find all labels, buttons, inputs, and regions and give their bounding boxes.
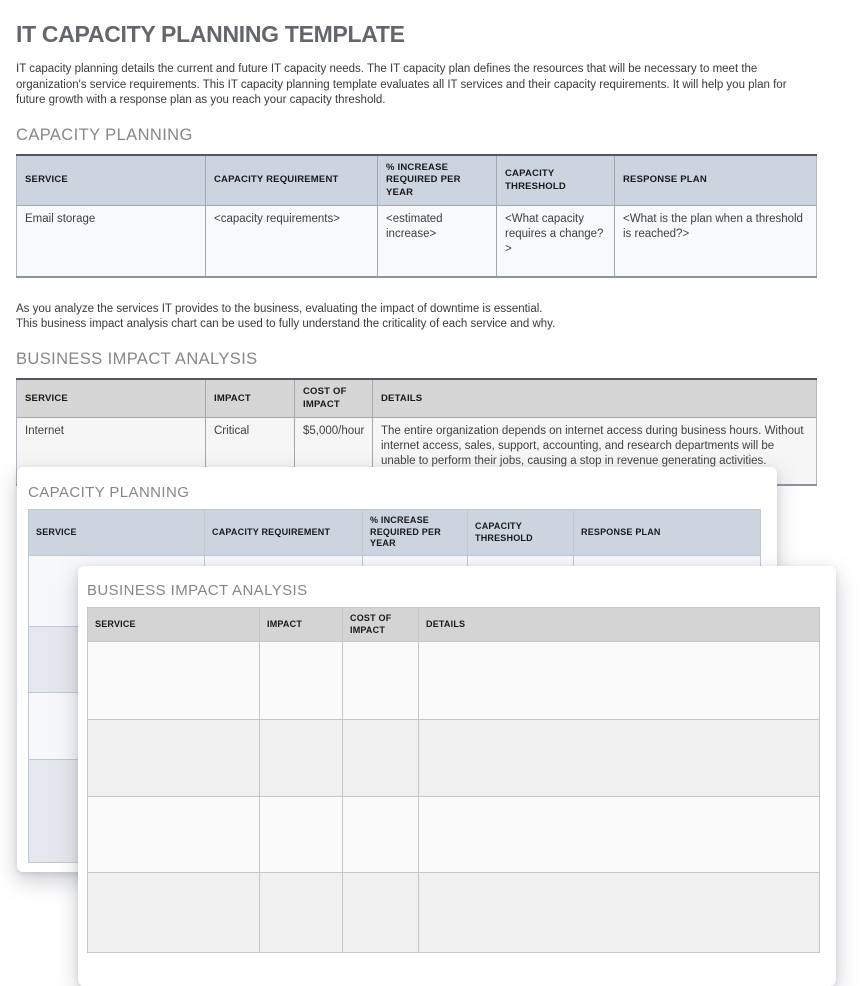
column-header-details: DETAILS	[419, 608, 820, 642]
analysis-note-line2: This business impact analysis chart can be used to fully understand the criticality of each service and why.	[16, 318, 556, 331]
cell-increase-per-year: <estimated increase>	[378, 206, 497, 278]
column-header-service: SERVICE	[17, 379, 206, 417]
empty-table-row	[88, 642, 820, 720]
capacity-planning-card-header-row	[29, 510, 761, 556]
column-header-impact: IMPACT	[206, 379, 295, 417]
cell-details: The entire organization depends on internet access during business hours. Without internet access, sales, support, accounting, and research departments will be unable to perform their jobs, causing a stop in revenue generating activities.	[373, 418, 817, 486]
column-header-service: SERVICE	[29, 510, 205, 556]
column-header-capacity-threshold: CAPACITY THRESHOLD	[497, 155, 615, 206]
business-impact-preview-card	[78, 566, 836, 986]
capacity-planning-table	[16, 154, 817, 278]
business-impact-card-header-row	[88, 608, 820, 642]
cell-cost-of-impact: $5,000/hour	[295, 418, 373, 486]
column-header-details: DETAILS	[373, 379, 817, 417]
column-header-cost-of-impact: COST OF IMPACT	[343, 608, 419, 642]
column-header-impact: IMPACT	[260, 608, 343, 642]
analysis-note	[16, 302, 814, 332]
column-header-increase-per-year: % INCREASE REQUIRED PER YEAR	[363, 510, 468, 556]
column-header-response-plan: RESPONSE PLAN	[574, 510, 761, 556]
column-header-service: SERVICE	[88, 608, 260, 642]
empty-table-row	[88, 797, 820, 873]
column-header-capacity-threshold: CAPACITY THRESHOLD	[468, 510, 574, 556]
cell-capacity-requirement: <capacity requirements>	[206, 206, 378, 278]
table-row	[17, 206, 817, 278]
cell-capacity-threshold: <What capacity requires a change?>	[497, 206, 615, 278]
cell-impact: Critical	[206, 418, 295, 486]
empty-table-row	[88, 720, 820, 797]
business-impact-card-heading: BUSINESS IMPACT ANALYSIS	[87, 582, 308, 599]
document-body	[0, 0, 865, 486]
capacity-planning-heading: CAPACITY PLANNING	[16, 126, 193, 145]
capacity-planning-header-row	[17, 155, 817, 206]
cell-response-plan: <What is the plan when a threshold is reached?>	[615, 206, 817, 278]
page-title: IT CAPACITY PLANNING TEMPLATE	[16, 21, 405, 47]
intro-paragraph: IT capacity planning details the current and future IT capacity needs. The IT capacity plan defines the resources that will be necessary to meet the organization's service requirements. This IT capacity planning template evaluates all IT services and their capacity requirements. It will help you plan for future growth with a response plan as you reach your capacity threshold.	[16, 63, 787, 107]
column-header-capacity-requirement: CAPACITY REQUIREMENT	[205, 510, 363, 556]
column-header-cost-of-impact: COST OF IMPACT	[295, 379, 373, 417]
cell-service: Email storage	[17, 206, 206, 278]
cell-service: Internet	[17, 418, 206, 486]
business-impact-heading: BUSINESS IMPACT ANALYSIS	[16, 350, 258, 369]
column-header-capacity-requirement: CAPACITY REQUIREMENT	[206, 155, 378, 206]
empty-table-row	[88, 873, 820, 953]
business-impact-header-row	[17, 379, 817, 417]
column-header-service: SERVICE	[17, 155, 206, 206]
business-impact-blank-table	[87, 607, 820, 953]
capacity-planning-card-heading: CAPACITY PLANNING	[28, 484, 190, 501]
column-header-response-plan: RESPONSE PLAN	[615, 155, 817, 206]
analysis-note-line1: As you analyze the services IT provides to the business, evaluating the impact of downtime is essential.	[16, 303, 543, 316]
column-header-increase-per-year: % INCREASE REQUIRED PER YEAR	[378, 155, 497, 206]
